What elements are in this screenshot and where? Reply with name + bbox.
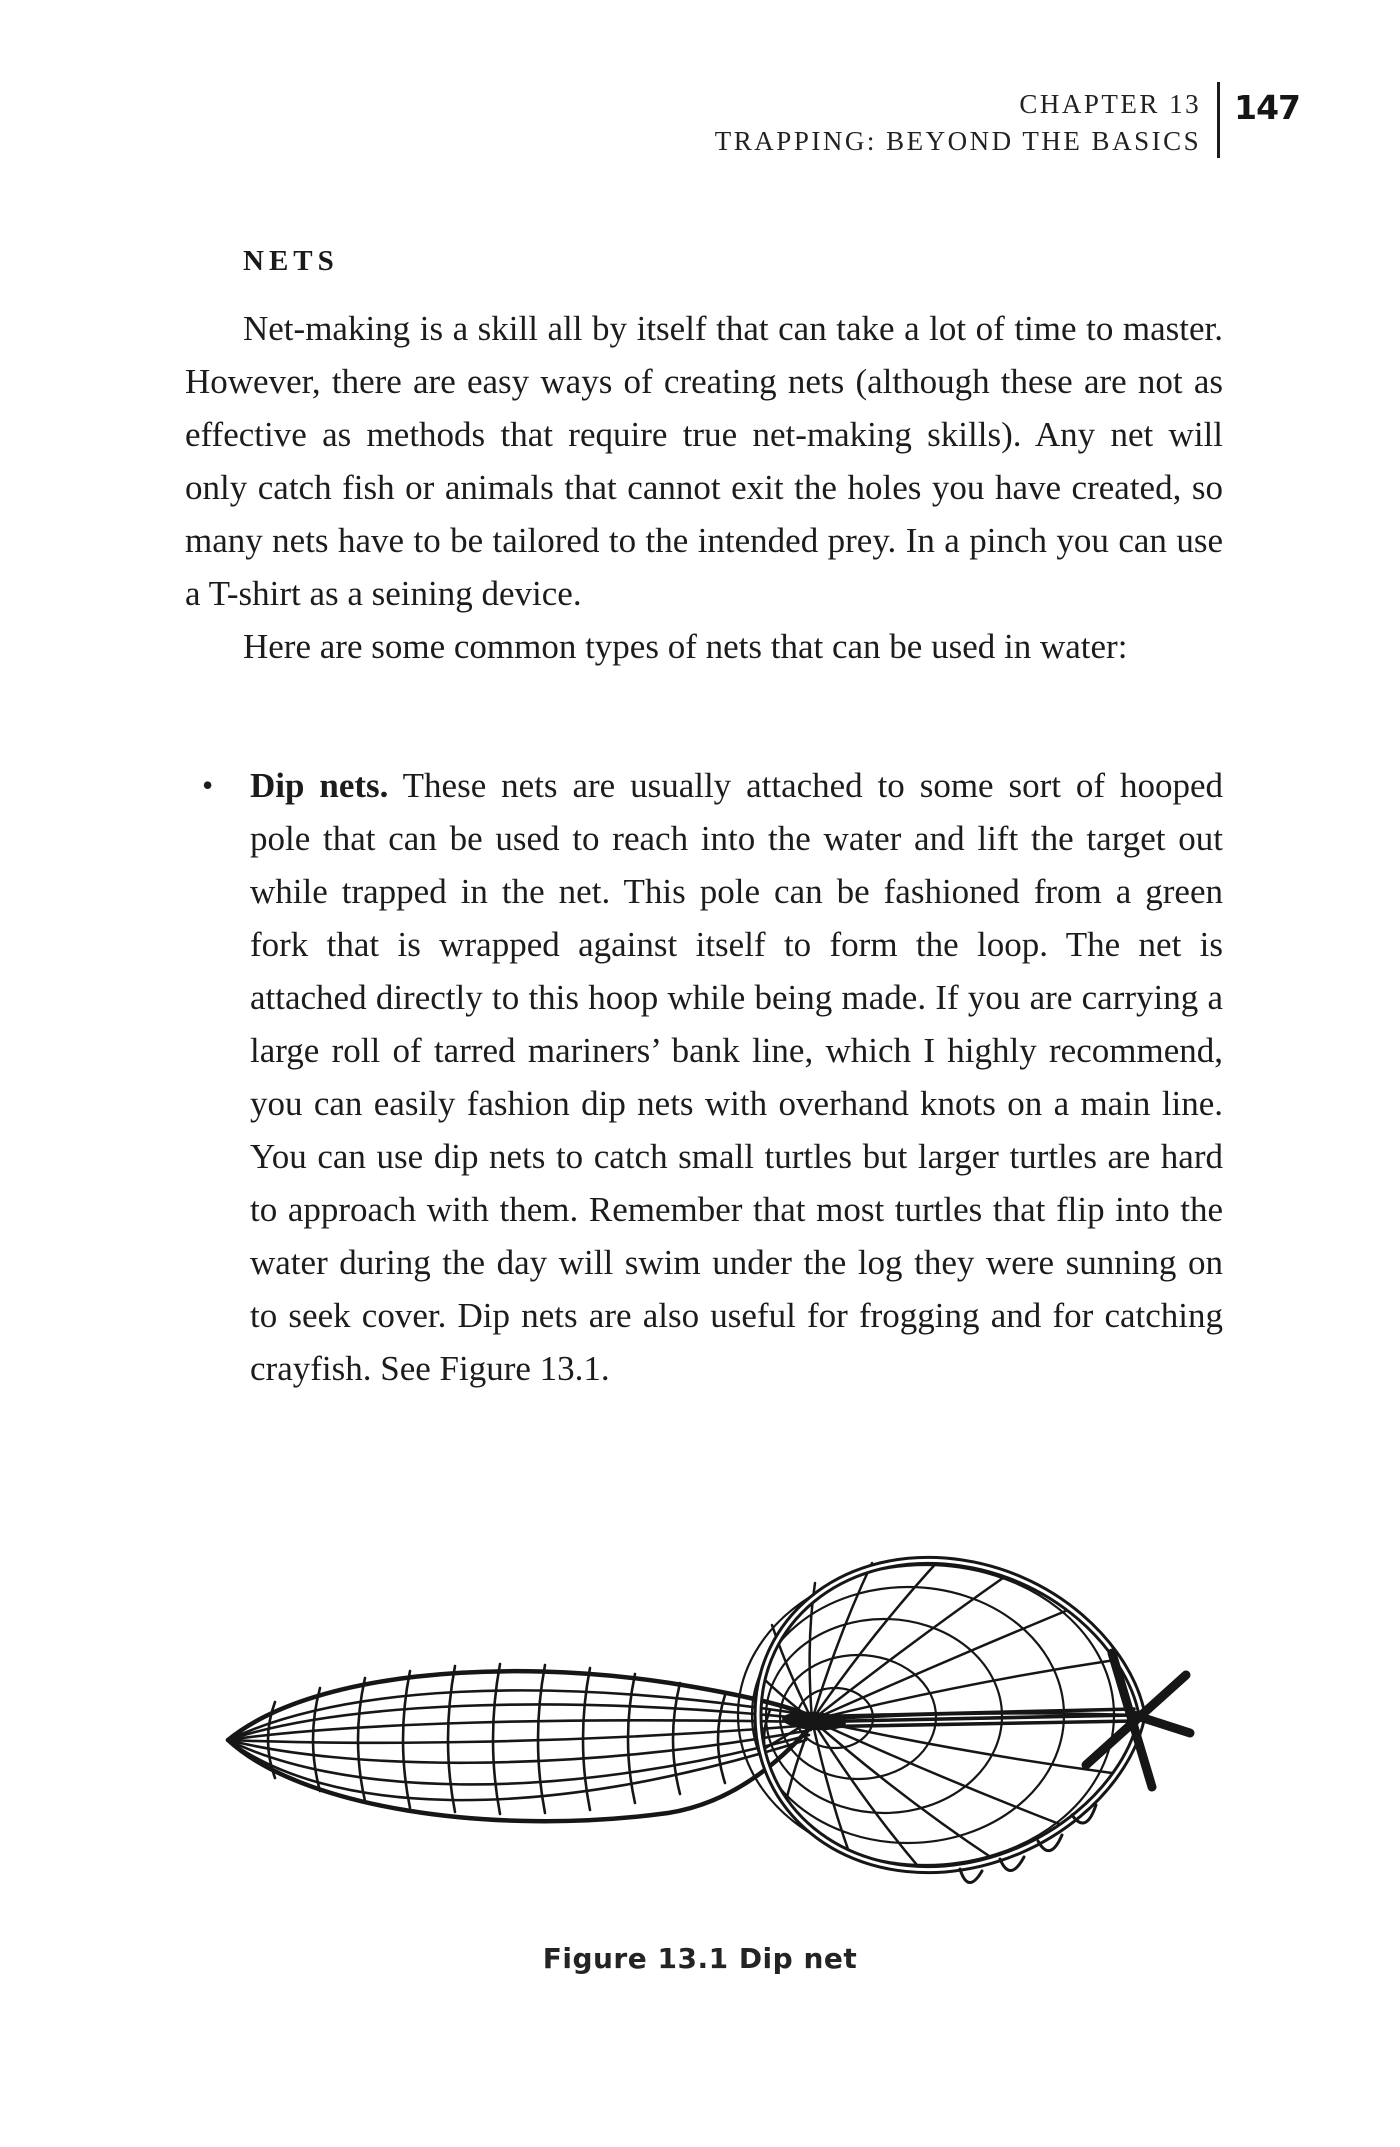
text-column [185,245,1223,1395]
dip-net-illustration [200,1525,1200,1905]
chapter-title: TRAPPING: BEYOND THE BASICS [714,126,1202,156]
bullet-icon: • [202,767,214,803]
figure-13-1 [200,1525,1200,1905]
running-head-text [715,80,1217,160]
net-types-list [185,759,1223,1395]
chapter-label: CHAPTER 13 [1019,89,1202,119]
paragraph: Here are some common types of nets that can be used in water: [243,627,1128,666]
page-number: 147 [1234,88,1300,127]
paragraph: Net-making is a skill all by itself that can take a lot of time to master. However, there are easy ways of creating nets (although these are not as effective as methods that require true net-making skills). Any net will only catch fish or animals that cannot exit the holes you have created, so many nets have to be tailored to the intended prey. In a pinch you can use a T-shirt as a seining device. [185,309,1223,613]
list-item [202,759,1223,1395]
list-item-text: These nets are usually attached to some sort of hooped pole that can be used to reach into the water and lift the target out while trapped in the net. This pole can be fashioned from a green fork that is wrapped against itself to form the loop. The net is attached directly to this hoop while being made. If you are carrying a large roll of tarred mariners’ bank line, which I highly recommend, you can easily fashion dip nets with overhand knots on a main line. You can use dip nets to catch small turtles but larger turtles are hard to approach with them. Remember that most turtles that flip into the water during the day will swim under the log they were sunning on to seek cover. Dip nets are also useful for frogging and for catching crayfish. See Figure 13.1. [250,766,1223,1388]
section-heading: NETS [243,245,339,277]
running-head [715,80,1300,160]
list-item-lead: Dip nets. [250,766,389,805]
figure-caption: Figure 13.1 Dip net [542,1942,858,1975]
